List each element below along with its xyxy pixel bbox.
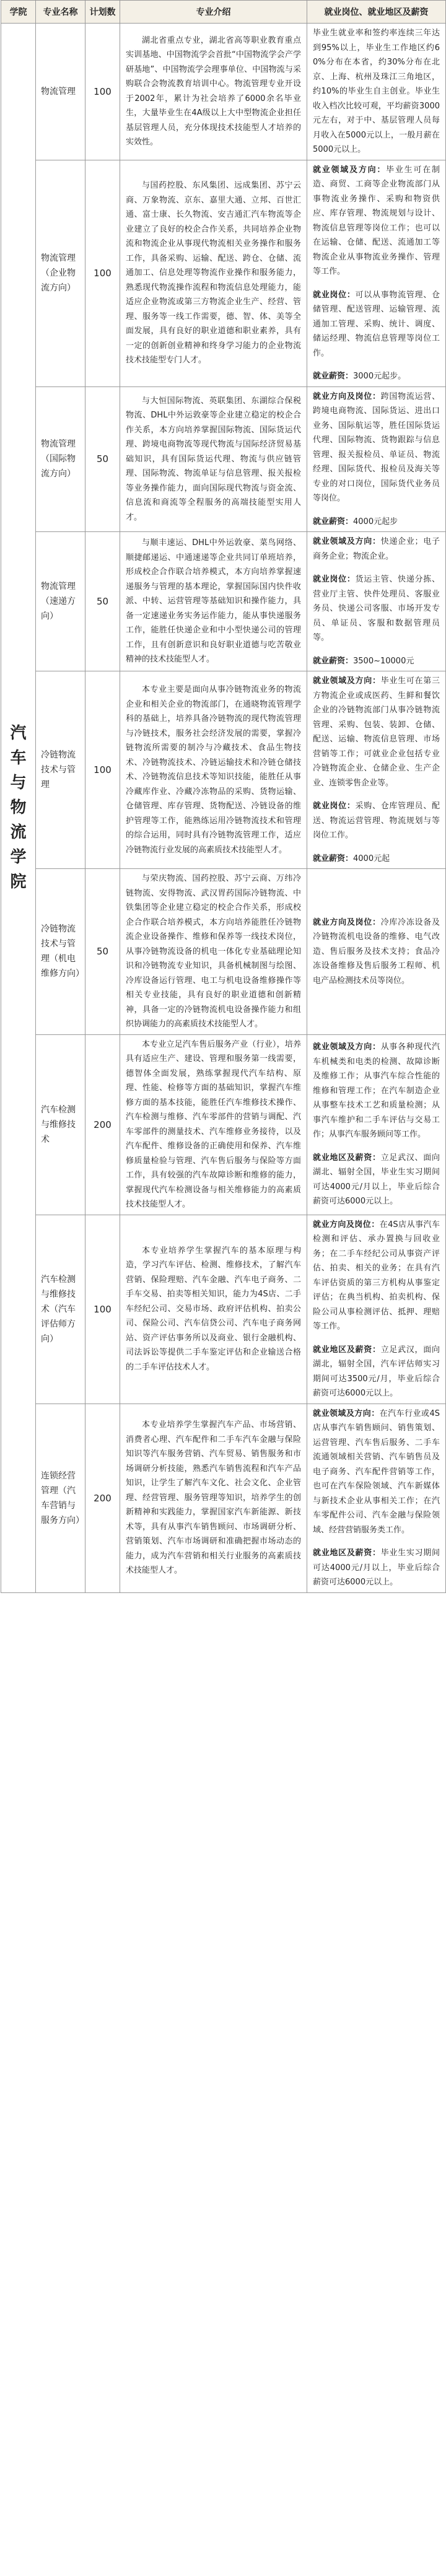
table-row [1,1404,446,1592]
jobs-text: 4000元起步 [353,517,398,526]
header-jobs: 就业岗位、就业地区及薪资 [307,1,446,24]
major-name: 冷链物流技术与管理（机电维修方向） [36,869,85,1035]
jobs-label: 就业岗位： [313,290,356,300]
jobs-label: 就业方向及岗位： [313,1220,380,1229]
major-name: 物流管理 [36,24,85,160]
jobs-paragraph [313,1218,440,1334]
jobs-info [307,1404,446,1592]
jobs-label: 就业地区及薪资： [313,1548,381,1558]
plan-count: 100 [85,1215,120,1404]
header-plan: 计划数 [85,1,120,24]
jobs-info [307,532,446,671]
jobs-info [307,869,446,1035]
table-row [1,869,446,1035]
jobs-text: 毕业生可在制造、商贸、工商等企业物流部门从事物流业务操作、采购和物资供应、库存管理、物流规划与设计、物流信息管理等岗位工作；也可以在运输、仓储、配送、流通加工等物流企业从事物流业务操作、管理等工作。 [313,165,440,276]
jobs-label: 就业薪资： [313,372,354,381]
header-intro: 专业介绍 [120,1,307,24]
major-name: 冷链物流技术与管理 [36,671,85,869]
jobs-label: 就业方向及岗位： [313,917,381,927]
jobs-paragraph [313,674,440,790]
jobs-paragraph [313,163,440,279]
jobs-paragraph [313,1407,440,1538]
majors-table [1,0,446,1593]
jobs-text: 快递企业；电子商务企业；物流企业。 [313,537,440,561]
jobs-text: 跨国物流运营、跨境电商物流、国际货运、进出口业务、国际航运等，胜任国际货运代理、国际物流、货物跟踪与信息管理、报关报检员、单证员、物流经理、国际货代、报检员及海关等专业的对口岗位，国际货代业务员等岗位。 [313,391,440,503]
jobs-label: 就业薪资： [313,517,354,526]
jobs-label: 就业薪资： [313,854,354,863]
jobs-paragraph [313,654,440,669]
plan-count: 100 [85,671,120,869]
jobs-text: 冷库冷冻设备及冷链物流机电设备的维修、电气改造、售后服务及技术支持；食品冷冻设备维修及售后服务工程师、机电产品检测技术员等岗位。 [313,917,440,985]
jobs-paragraph [313,515,440,530]
jobs-paragraph [313,799,440,843]
major-intro: 本专业主要是面向从事冷链物流业务的物流企业和相关企业的物流部门，在通晓物流管理学科的基础上，培养具备冷链物流的现代物流管理与冷链技术，服务社会经济发展的需要，掌握冷链物流所需要的制冷与冷藏技术、食品生物技术、冷链物流技术、冷链运输技术和冷链仓储技术、冷链物流信息技术等知识技能，能胜任从事冷藏库作业、冷藏冷冻物品的采购、货物运输、仓储管理、库存管理、货物配送、冷链设备的维护管理等工作，能熟练运用冷链物流技术和管理的综合运用，同时具有冷链物流管理工作，适应冷链物流行业发展的高素质技术技能型人才。 [120,671,307,869]
table-row [1,24,446,160]
table-row [1,1034,446,1215]
jobs-info [307,24,446,160]
jobs-label: 就业方向及岗位： [313,391,381,401]
jobs-text: 毕业生实习期间可达4000元/月以上，毕业后综合薪资可达6000元以上。 [313,1548,440,1587]
plan-count: 50 [85,386,120,532]
jobs-text: 3500~10000元 [353,656,414,666]
jobs-text: 在汽车行业或4S店从事汽车销售顾问、销售策划、运营管理、汽车售后服务、二手车流通领域相关营销、汽车销售员及电子商务、汽车配件营销等工作，也可在汽车保险领域、汽车新媒体与新技术企业从事相关工作；在汽车零配件公司、汽车金融与保险领域、经营营销服务类工作。 [313,1408,440,1535]
jobs-paragraph [313,288,440,361]
jobs-text: 采购、仓库管理员、配送、物流运营管理、物流规划与等岗位工作。 [313,801,440,840]
jobs-info [307,160,446,386]
major-name: 物流管理（企业物流方向） [36,160,85,386]
jobs-label: 就业地区及薪资： [313,1345,381,1355]
major-name: 物流管理（速递方向） [36,532,85,671]
major-intro: 本专业培养学生掌握汽车产品、市场营销、消费者心理、汽车配件和二手车汽车金融与保险知识等汽车服务营销、汽车贸易、销售服务和市场调研分析技能，熟悉汽车销售流程和汽车产品知识，让学生了解汽车文化、社会文化、企业管理、经营管理、服务管理等知识，培养学生的创新精神和实践能力，掌握国家汽车新能源、新技术等，具有从事汽车销售顾问、市场调研分析、营销策划、汽车市场调研和准确把握市场动态的能力，成为汽车营销和相关行业服务的高素质技术技能型人才。 [120,1404,307,1592]
table-row [1,1215,446,1404]
jobs-text: 从事各种现代汽车机械类和电类的检测、故障诊断及维修工作；从事汽车综合性能的维修和管理工作；在汽车制造企业从事整车技术工艺和质量检测；从事汽车维护和二手车评估与交易工作；从事汽车服务顾问等工作。 [313,1042,440,1140]
jobs-label: 就业岗位： [313,575,356,584]
jobs-label: 就业领域及方向： [313,165,387,175]
jobs-info [307,671,446,869]
jobs-info [307,1034,446,1215]
major-intro: 与国药控股、东风集团、远成集团、苏宁云商、万象物流、京东、嘉里大通、立邦、百世汇通、富士康、长久物流、安吉通汇汽车物流等企业建立了良好的校企合作关系，共同培养企业物流和物流企业从事现代物流相关业务操作和服务工作，具备采购、运输、配送、跨仓、仓储、流通加工、信息处理等物流作业操作和服务能力，熟悉现代物流操作流程和物流信息处理能力，能适应企业物流或第三方物流企业生产、经营、管理、服务等一线工作需要，德、智、体、美等全面发展，具有良好的职业道德和职业素养，具有一定的创新创业精神和终身学习能力的企业物流技术技能型专门人才。 [120,160,307,386]
major-name: 汽车检测与维修技术（汽车评估师方向） [36,1215,85,1404]
plan-count: 50 [85,869,120,1035]
table-row [1,160,446,386]
jobs-paragraph [313,369,440,384]
major-name: 物流管理（国际物流方向） [36,386,85,532]
header-major: 专业名称 [36,1,85,24]
jobs-text: 4000元起 [353,854,390,863]
jobs-paragraph [313,1040,440,1142]
jobs-label: 就业地区及薪资： [313,1153,381,1163]
jobs-text: 毕业生就业率和签约率连续三年达到95%以上，毕业生工作地区约60%分布在本省，约30%分布在北京、上海、杭州及珠江三角地区，约10%的毕业生自主创业。毕业生收入档次比较可观，平均薪资3000元左右，对于中、基层管理人员每月收入在5000元以上，一般月薪在5000元以上。 [313,28,440,154]
jobs-text: 在4S店从事汽车检测和评估、承办置换与回收业务；在二手车经纪公司从事资产评估、拍卖、相关的业务；在具有汽车评估资质的第三方机构从事鉴定评估；在典当机构、拍卖机构、保险公司从事检测评估、抵押、理赔等工作。 [313,1220,440,1331]
header-college: 学院 [1,1,36,24]
major-name: 汽车检测与维修技术 [36,1034,85,1215]
table-header-row [1,1,446,24]
jobs-paragraph [313,915,440,989]
jobs-label: 就业领域及方向： [313,676,381,686]
jobs-paragraph [313,1546,440,1590]
table-row [1,386,446,532]
table-body [1,24,446,1593]
major-intro: 与顺丰速运、DHL中外运敦豪、菜鸟网络、顺捷邮递运、中通速递等企业共同订单班培养，形成校企合作联合培养模式，本方向培养掌握速递服务与管理的基本理论，掌握国际国内快件收派、中转、运营管理等基础知识和操作能力，具备一定速递业务实务运作能力，能从事快递服务工作，能胜任快递企业和中小型快递公司的管理工作，且有创新意识和良好职业道德与吃苦敬业精神的技术技能型人才。 [120,532,307,671]
jobs-paragraph [313,1151,440,1209]
plan-count: 50 [85,532,120,671]
plan-count: 100 [85,160,120,386]
major-intro: 与大恒国际物流、英联集团、东湖综合保税物流、DHL中外运敦豪等企业建立稳定的校企合作关系，本方向培养掌握国际物流、国际货运代理、跨境电商物流等现代物流与国际经济贸易基础知识，具有国际货运代理、物流与供应链管理、国际物流、物流单证与信息管理、报关报检等业务操作能力，面向国际现代物流与资金流、信息流和商流等全程服务的高端技能型实用人才。 [120,386,307,532]
major-intro: 湖北省重点专业，湖北省高等职业教育重点实训基地、中国物流学会首批“中国物流学会产学研基地”、中国物流学会理事单位、中国物流与采购联合会物流教育培训中心。物流管理专业开设于2002年，累计为社会培养了6000余名毕业生，大量毕业生在4A级以上大中型物流企业担任基层管理人员，充分体现技术技能型人才培养的实效性。 [120,24,307,160]
jobs-label: 就业领域及方向： [313,1408,380,1418]
jobs-info [307,1215,446,1404]
jobs-label: 就业领域及方向： [313,1042,381,1052]
jobs-paragraph [313,26,440,157]
jobs-text: 可以从事物流管理、仓储管理、配送管理、运输管理、流通加工管理、采购、统计、调度、储运经理、物流信息管理等岗位工作。 [313,290,440,358]
jobs-text: 3000元起步。 [353,372,406,381]
college-name: 汽车与物流学院 [1,24,36,1593]
jobs-paragraph [313,1343,440,1401]
jobs-text: 立足武汉，面向湖北，辐射全国，汽车评估师实习期间可达3500元/月，毕业后综合薪资可达6000元以上。 [313,1345,440,1398]
jobs-paragraph [313,572,440,645]
major-intro: 本专业培养学生掌握汽车的基本原理与构造，学习汽车评估、检测、维修技术，了解汽车营销、保险理赔、汽车金融、汽车电子商务、二手车交易、拍卖等相关知识，能力为4S店、二手车经纪公司、交易市场、政府评估机构、拍卖公司、保险公司、汽车信贷公司、汽车电子商务网站、资产评估事务所以及商业、银行金融机构、司法诉讼等提供二手车鉴定评估和企业输送合格的二手车评估技术人才。 [120,1215,307,1404]
plan-count: 100 [85,24,120,160]
table-row [1,532,446,671]
major-intro: 本专业立足汽车售后服务产业（行业），培养具有适应生产、建设、管理和服务第一线需要，德智体全面发展，熟练掌握现代汽车结构、原理、性能、检修等方面的基础知识，掌握汽车维修方面的基本技能，能胜任汽车维修技术操作、汽车检测与维修、汽车零部件的营销与调配、汽车零部件的测量技术、汽车维修业务接待，以及汽车配件、维修设备的正确使用和保养、汽车维修质量检验与管理、汽车售后服务与保险等方面工作，具有较强的汽车故障诊断和维修的能力，掌握现代汽车检测设备与相关维修能力的高素质技术技能型人才。 [120,1034,307,1215]
jobs-label: 就业岗位： [313,801,356,811]
table-row [1,671,446,869]
jobs-label: 就业薪资： [313,656,354,666]
jobs-paragraph [313,390,440,506]
jobs-paragraph [313,852,440,867]
jobs-text: 立足武汉、面向湖北、辐射全国，毕业生实习期间可达4000元/月以上，毕业后综合薪资可达6000元以上。 [313,1153,440,1207]
plan-count: 200 [85,1404,120,1592]
jobs-text: 货运主管、快递分拣、营业厅主管、快件处理员、客服业务员、快递公司客服、市场开发专员、单证员、客服和数据管理员等。 [313,575,440,642]
jobs-text: 毕业生可在第三方物流企业或成医药、生鲜和餐饮企业的冷链物流部门从事冷链物流管理、采购、包装、装卸、仓储、配送、运输、物流信息管理、市场营销等工作；可就业企业包括专业冷链物流企业、仓储企业、生产企业、连锁零售企业等。 [313,676,440,788]
major-intro: 与荣庆物流、国药控股、苏宁云商、万纬冷链物流、安得物流、武汉胃药国际冷链物流、中铁集团等企业建立稳定的校企合作关系，形成校企合作联合培养模式，本方向培养能胜任冷链物流企业设备操作、维修和保养等一线技术岗位，从事冷链物流设备的机电一体化专业基础理论知识和冷链物流专业知识，具备机械制图与绘图、冷库设备运行管理、电工与机电设备维修操作等相关专业技能，具有良好的职业道德和创新精神，具备一定的冷链物流机电设备操作能力和组织协调能力的高素质技术技能型人才。 [120,869,307,1035]
jobs-info [307,386,446,532]
jobs-paragraph [313,535,440,564]
major-name: 连锁经营管理（汽车营销与服务方向） [36,1404,85,1592]
jobs-label: 就业领域及方向： [313,537,381,546]
plan-count: 200 [85,1034,120,1215]
